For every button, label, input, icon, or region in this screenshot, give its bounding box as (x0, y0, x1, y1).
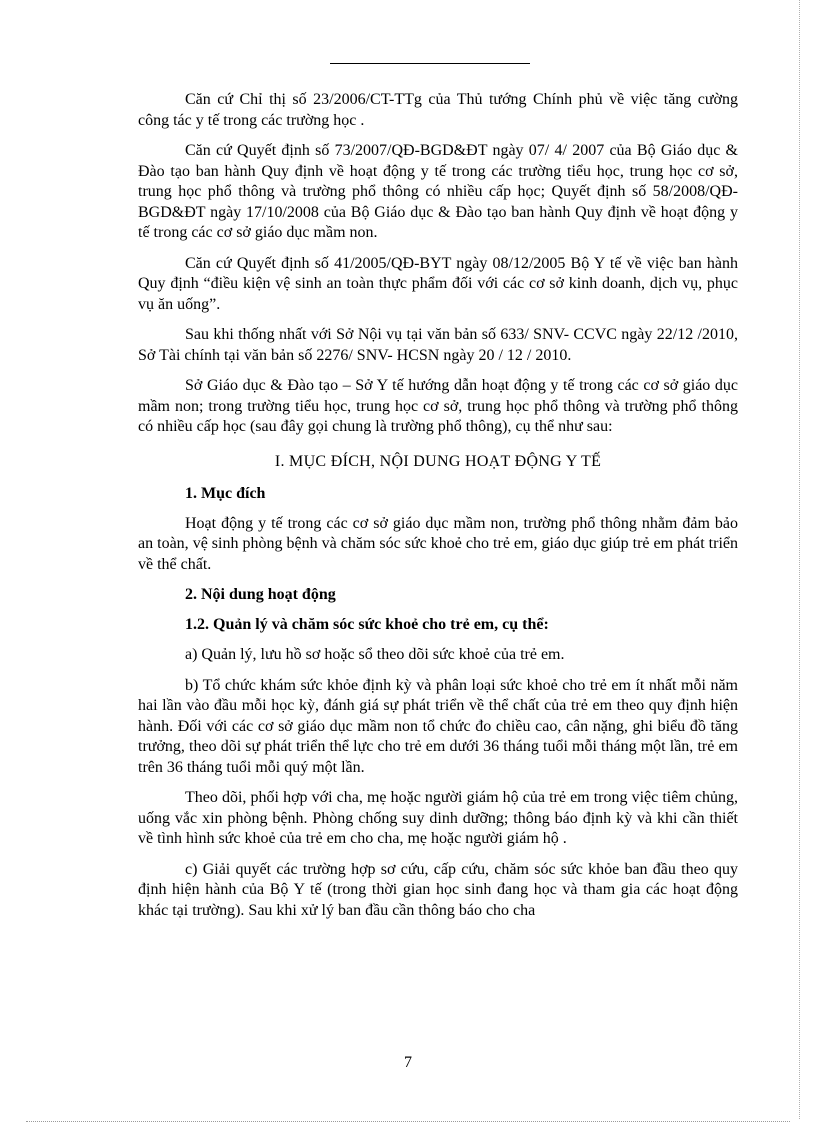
paragraph-decision-73: Căn cứ Quyết định số 73/2007/QĐ-BGD&ĐT ngày 07/ 4/ 2007 của Bộ Giáo dục & Đào tạo ban hành Quy định về hoạt động y tế trong các trường tiểu học, trung học cơ sở, trung học phổ thông và trường phổ thông có nhiều cấp học; Quyết định số 58/2008/QĐ-BGD&ĐT ngày 17/10/2008 của Bộ Giáo dục & Đào tạo ban hành Quy định về hoạt động y tế trong các cơ sở giáo dục mầm non. (138, 142, 738, 241)
paragraph-agreement: Sau khi thống nhất với Sở Nội vụ tại văn bản số 633/ SNV- CCVC ngày 22/12 /2010, Sở Tài chính tại văn bản số 2276/ SNV- HCSN ngày 20 / 12 / 2010. (138, 326, 738, 364)
paragraph-purpose: Hoạt động y tế trong các cơ sở giáo dục mầm non, trường phổ thông nhằm đảm bảo an toàn, vệ sinh phòng bệnh và chăm sóc sức khoẻ cho trẻ em, giáo dục giúp trẻ em phát triển về thể chất. (138, 514, 738, 573)
header-rule (330, 63, 530, 64)
section-heading: I. MỤC ĐÍCH, NỘI DUNG HOẠT ĐỘNG Y TẾ (274, 452, 602, 470)
page-number: 7 (404, 1054, 412, 1071)
paragraph-directive-23: Căn cứ Chỉ thị số 23/2006/CT-TTg của Thủ tướng Chính phủ về việc tăng cường công tác y tế trong các trường học . (138, 91, 738, 129)
paragraph-item-c: c) Giải quyết các trường hợp sơ cứu, cấp cứu, chăm sóc sức khỏe ban đầu theo quy định hiện hành của Bộ Y tế (trong thời gian học sinh đang học và tham gia các hoạt động khác tại trường). Sau khi xử lý ban đầu cần thông báo cho cha (138, 860, 738, 919)
paragraph-item-b: b) Tổ chức khám sức khỏe định kỳ và phân loại sức khoẻ cho trẻ em ít nhất mỗi năm hai lần vào đầu mỗi học kỳ, đánh giá sự phát triển về thể chất của trẻ em theo quy định hiện hành. Đối với các cơ sở giáo dục mầm non tổ chức đo chiều cao, cân nặng, ghi biểu đồ tăng trưởng, theo dõi sự phát triển thể lực cho trẻ em dưới 36 tháng tuổi mỗi tháng một lần, trẻ em trên 36 tháng tuổi mỗi quý một lần. (138, 676, 738, 776)
paragraph-monitoring: Theo dõi, phối hợp với cha, mẹ hoặc người giám hộ của trẻ em trong việc tiêm chủng, uống vắc xin phòng bệnh. Phòng chống suy dinh dưỡng; thông báo định kỳ và khi cần thiết về tình hình sức khoẻ của trẻ em cho cha, mẹ hoặc người giám hộ . (138, 789, 738, 847)
paragraph-decision-41: Căn cứ Quyết định số 41/2005/QĐ-BYT ngày 08/12/2005 Bộ Y tế về việc ban hành Quy định “điều kiện vệ sinh an toàn thực phẩm đối với các cơ sở kinh doanh, dịch vụ, phục vụ ăn uống”. (138, 254, 738, 313)
page-break-line (26, 1121, 790, 1122)
heading-purpose: 1. Mục đích (185, 484, 266, 502)
paragraph-guidance: Sở Giáo dục & Đào tạo – Sở Y tế hướng dẫn hoạt động y tế trong các cơ sở giáo dục mầm non; trong trường tiểu học, trung học cơ sở, trung học phổ thông và trường phổ thông có nhiều cấp học (sau đây gọi chung là trường phổ thông), cụ thể như sau: (138, 377, 738, 435)
margin-guide-line (799, 0, 800, 1119)
document-body (138, 90, 738, 931)
heading-health-management: 1.2. Quản lý và chăm sóc sức khoẻ cho trẻ em, cụ thể: (185, 616, 549, 633)
heading-activities: 2. Nội dung hoạt động (185, 586, 336, 603)
paragraph-item-a: a) Quản lý, lưu hồ sơ hoặc sổ theo dõi sức khoẻ của trẻ em. (185, 646, 565, 663)
